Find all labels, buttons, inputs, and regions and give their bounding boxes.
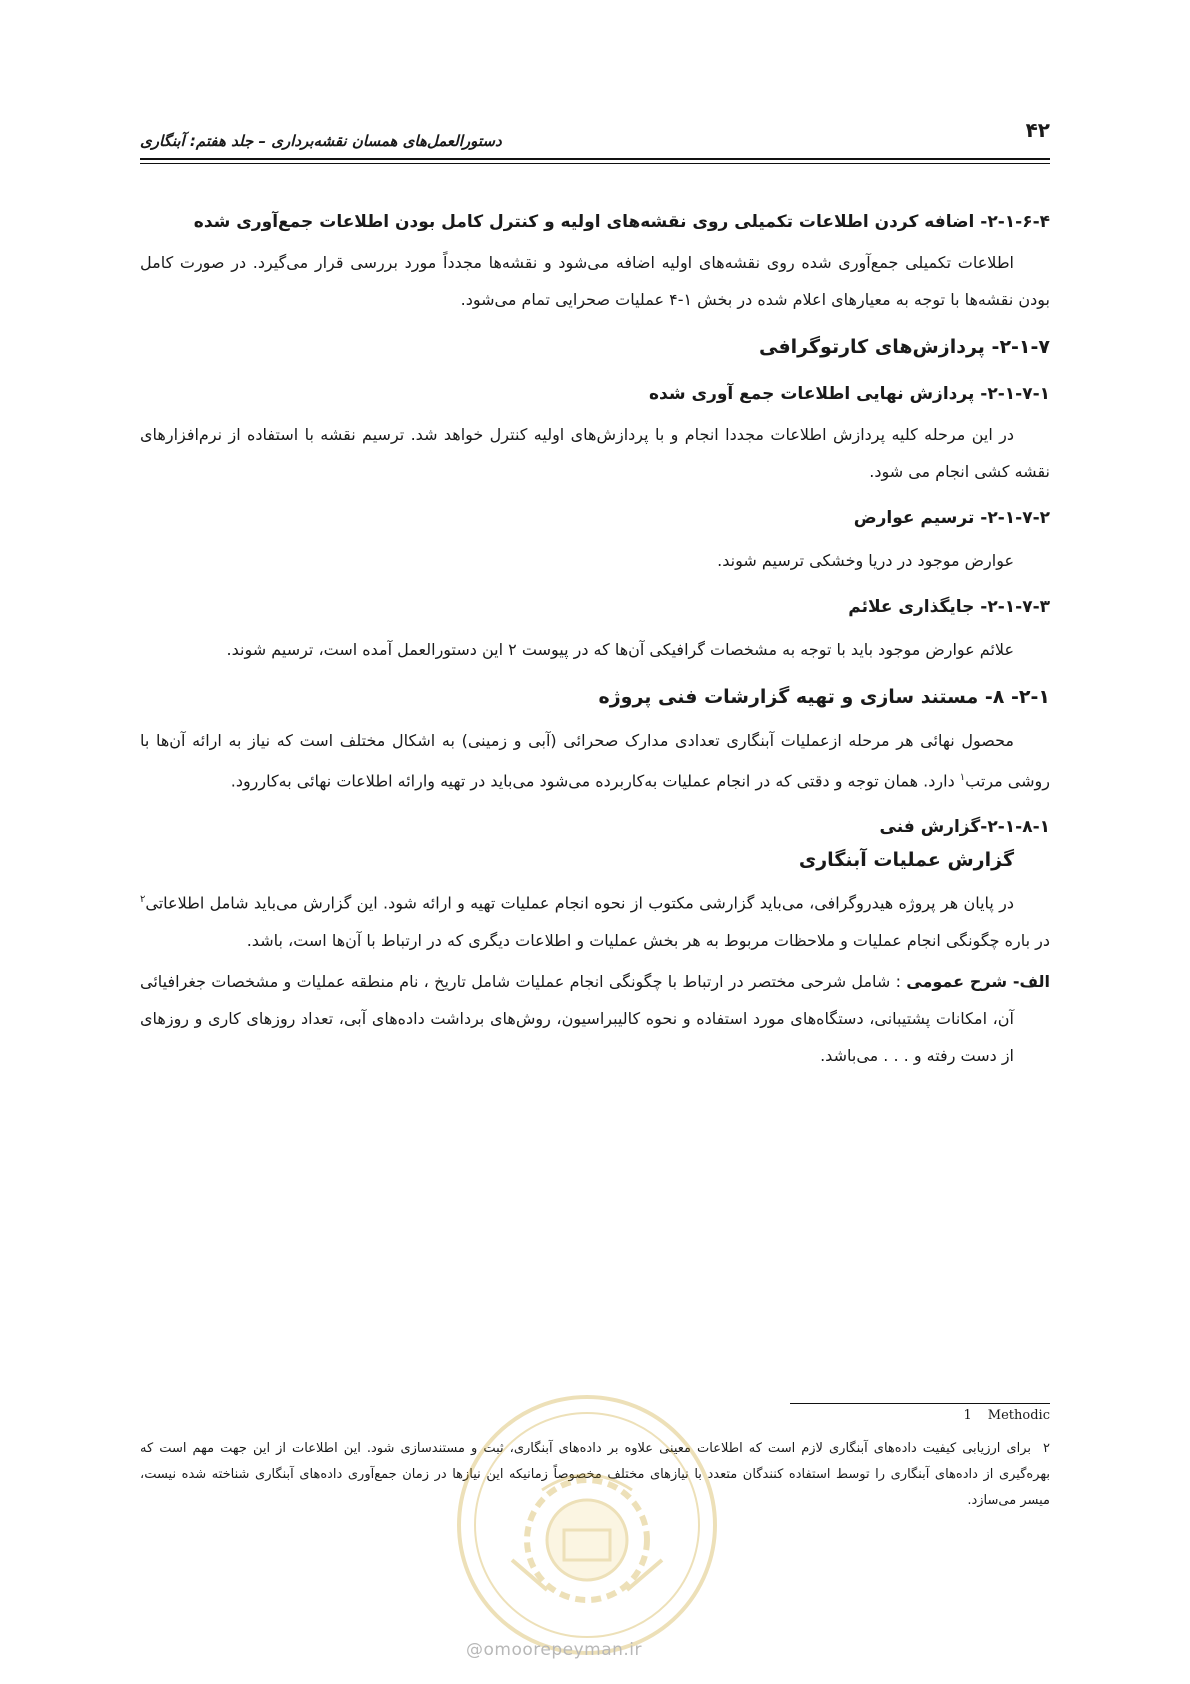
report-subheading: گزارش عملیات آبنگاری bbox=[798, 849, 1014, 872]
watermark-seal-icon bbox=[452, 1390, 722, 1660]
footnote-ref-1[interactable]: ۱ bbox=[959, 772, 966, 783]
footnote-text: Methodic bbox=[987, 1408, 1050, 1423]
section-heading-2-1-7: ۲-۱-۷- پردازش‌های کارتوگرافی bbox=[759, 336, 1050, 358]
footnote-text: برای ارزیابی کیفیت داده‌های آبنگاری لازم است که اطلاعات معینی علاوه بر داده‌های آبنگاری، ثبت و مستندسازی شود. این اطلاعات از این جهت مهم است که بهره‌گیری از داده‌های آبنگاری را توسط استفاده کنندگان متعدد با نیازهای مختلف مخصوصاً زمانیکه این نیازها در زمان جمع‌آوری داده‌های آبنگاری شناخته شده نیست، میسر می‌سازد. bbox=[140, 1441, 1050, 1508]
section-heading-2-1-7-1: ۲-۱-۷-۱- پردازش نهایی اطلاعات جمع آوری شده bbox=[649, 384, 1050, 404]
section-heading-2-1-8-1: ۲-۱-۸-۱-گزارش فنی bbox=[879, 817, 1050, 838]
section-heading-2-1-7-2: ۲-۱-۷-۲- ترسیم عوارض bbox=[853, 508, 1050, 528]
running-title: دستورالعمل‌های همسان نقشه‌برداری – جلد هفتم: آبنگاری bbox=[140, 132, 502, 150]
footnote-rule bbox=[790, 1403, 1050, 1404]
footnote-ref-2[interactable]: ۲ bbox=[140, 894, 146, 906]
header-rule-thin bbox=[140, 163, 1050, 164]
section-heading-2-1-7-3: ۲-۱-۷-۳- جایگذاری علائم bbox=[848, 597, 1050, 617]
page-number: ۴۲ bbox=[1025, 118, 1050, 142]
section-paragraph: اطلاعات تکمیلی جمع‌آوری شده روی نقشه‌های اولیه اضافه می‌شود و نقشه‌ها مجدداً مورد بررسی قرار می‌گیرد. در صورت کامل بودن نقشه‌ها با توجه به معیارهای اعلام شده در بخش ۱-۴ عملیات صحرایی تمام می‌شود. bbox=[140, 253, 1050, 309]
item-text: : شامل شرحی مختصر در ارتباط با چگونگی انجام عملیات شامل تاریخ ، نام منطقه عملیات و مشخصات جغرافیائی آن، امکانات پشتیبانی، دستگاه‌های مورد استفاده و نحوه کالیبراسیون، روش‌های برداشت داده‌های آبی، تعداد روزهای کاری و روزهای از دست رفته و . . . می‌باشد. bbox=[140, 971, 1014, 1065]
footnote-number: 1 bbox=[963, 1408, 972, 1423]
section-paragraph bbox=[140, 722, 1050, 799]
section-paragraph: عوارض موجود در دریا وخشکی ترسیم شوند. bbox=[717, 551, 1014, 570]
item-label: الف- شرح عمومی bbox=[906, 971, 1051, 991]
paragraph-text: دارد. همان توجه و دقتی که در انجام عملیات به‌کاربرده می‌شود می‌باید در تهیه وارائه اطلاعات نهائی به‌کاررود. bbox=[230, 771, 960, 791]
paragraph-text: در پایان هر پروژه هیدروگرافی، می‌باید گزارشی مکتوب از نحوه انجام عملیات تهیه و ارائه شود. این گزارش می‌باید شامل اطلاعاتی bbox=[145, 893, 1014, 913]
section-heading-2-1-8: ۲-۱- ۸- مستند سازی و تهیه گزارشات فنی پروژه bbox=[598, 686, 1050, 708]
footnote-number: ۲ bbox=[1043, 1441, 1050, 1456]
page-header bbox=[140, 118, 1050, 152]
watermark-url: @omoorepeyman.ir bbox=[466, 1640, 643, 1660]
section-paragraph: در این مرحله کلیه پردازش اطلاعات مجددا انجام و با پردازش‌های اولیه کنترل خواهد شد. ترسیم نقشه با استفاده از نرم‌افزارهای نقشه کشی انجام می شود. bbox=[140, 425, 1050, 481]
section-paragraph bbox=[140, 881, 1050, 958]
section-paragraph: علائم عوارض موجود باید با توجه به مشخصات گرافیکی آن‌ها که در پیوست ۲ این دستورالعمل آمده است، ترسیم شوند. bbox=[226, 640, 1014, 659]
paragraph-text: محصول نهائی هر مرحله ازعملیات آبنگاری تعدادی مدارک صحرائی (آبی و زمینی) به اشکال مختلف است که نیاز به ارائه آن‌ها با روشی مرتب bbox=[140, 731, 1050, 791]
main-content bbox=[140, 212, 1050, 1092]
section-heading-2-1-6-4: ۲-۱-۶-۴- اضافه کردن اطلاعات تکمیلی روی نقشه‌های اولیه و کنترل کامل بودن اطلاعات جمع‌آوری شده bbox=[193, 212, 1050, 232]
header-rule-thick bbox=[140, 158, 1050, 160]
paragraph-text: در باره چگونگی انجام عملیات و ملاحظات مربوط به هر بخش عملیات و اطلاعات دیگری که در ارتباط با آن‌ها است، باشد. bbox=[246, 930, 1050, 950]
list-item bbox=[140, 963, 1050, 1074]
